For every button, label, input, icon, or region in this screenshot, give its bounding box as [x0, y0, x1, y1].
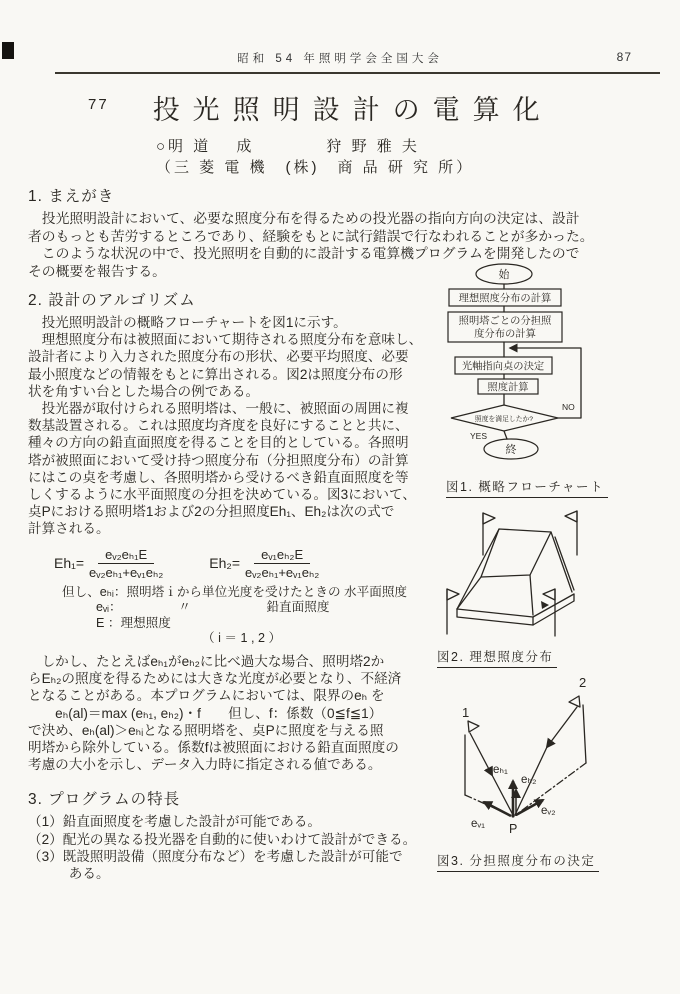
feature-item: （2）配光の異なる投光器を自動的に使いわけて設計ができる。	[28, 831, 417, 847]
tower1-label: 1	[462, 705, 470, 720]
feature-item: （1）鉛直面照度を考慮した設計が可能である。	[28, 814, 322, 830]
figure-3-caption: 図3. 分担照度分布の決定	[437, 851, 599, 872]
feature-item: ある。	[28, 866, 110, 882]
ev1-label: eᵥ₁	[471, 818, 485, 830]
formula-lhs: Eh₁=	[54, 555, 85, 572]
figure-2-caption: 図2. 理想照度分布	[437, 647, 557, 668]
text-line: 計算される。	[28, 521, 110, 537]
vector-canvas	[435, 675, 675, 847]
eh2-label: eₕ₂	[521, 774, 537, 786]
denominator: eᵥ₂eₕ₁+eᵥ₁eₕ₂	[89, 564, 164, 580]
authors-block	[156, 136, 474, 178]
figure-1-flowchart	[428, 258, 680, 470]
text-line: 設計者により入力された照度分布の形状、必要平均照度、必要	[28, 349, 409, 365]
eh1-label: eₕ₁	[493, 764, 508, 776]
section-1-heading: 1. まえがき	[28, 188, 115, 205]
flow-decision-label: 照度を満足したか?	[474, 416, 534, 423]
formula-notes	[62, 585, 438, 647]
text-line: 投光照明設計の概略フローチャートを図1に示す。	[28, 315, 347, 330]
text-line: 塔が被照面において受け持つ照度分布（分担照度分布）の計算	[28, 452, 409, 468]
tower-rays	[465, 705, 586, 815]
text-line: 奌Pにおける照明塔1および2の分担照度Eh₁、Eh₂は次の式で	[28, 504, 395, 520]
text-line: 状を角すい台とした場合の例である。	[28, 383, 260, 399]
note-line: E ：理想照度	[96, 615, 171, 630]
figure-1-caption: 図1. 概略フローチャート	[446, 477, 608, 498]
flow-box4-label: 照度計算	[487, 382, 529, 394]
text-line: しくするように水平面照度の分担を決めている。図3において、	[28, 487, 416, 503]
author-affiliation: （三 菱 電 機 (株) 商 品 研 究 所）	[156, 159, 475, 176]
flow-yes-label: YES	[470, 431, 488, 441]
text-line: 投光器が取付けられる照明塔は、一般に、被照面の周囲に複	[28, 401, 409, 417]
note-line: （ i ＝ 1 , 2 ）	[202, 631, 282, 646]
flow-box2-label-line2: 度分布の計算	[474, 329, 536, 340]
note-line: 但し、eₕᵢ：照明塔ｉから単位光度を受けたときの 水平面照度	[62, 584, 408, 599]
header-rule	[55, 72, 660, 74]
feature-item: （3）既設照明設備（照度分布など）を考慮した設計が可能で	[28, 848, 403, 864]
text-line: らEₕ₂の照度を得るためには大きな光度が必要となり、不経済	[28, 671, 402, 687]
author-names: ○明 道 成 狩 野 雅 夫	[156, 138, 420, 155]
text-line: 最小照度などの情報をもとに算出される。図2は照度分布の形	[28, 366, 403, 382]
text-line: 考慮の大小を示し、データ入力時に指定される値である。	[28, 757, 382, 773]
figure-2-sketch	[437, 503, 675, 643]
flow-start-label: 始	[498, 269, 510, 281]
text-line: このような状況の中で、投光照明を自動的に設計する電算機プログラムを開発したので	[28, 246, 580, 262]
text-line: で決め、eₕ(al)＞eₕᵢとなる照明塔を、奌Pに照度を与える照	[28, 722, 384, 738]
text-line: にはこの奌を考慮し、各照明塔から受けるべき鉛直面照度を等	[28, 469, 409, 485]
text-line: 者のもっとも苦労するところであり、経験をもとに試行錯誤で行なわれることが多かった。	[28, 228, 594, 244]
formula-eh1	[54, 547, 163, 580]
formula-eh2	[209, 547, 319, 580]
text-line: その概要を報告する。	[28, 263, 166, 279]
paper-number: 77	[88, 96, 109, 113]
section-3	[28, 787, 438, 882]
numerator: eᵥ₂eₕ₁E	[98, 547, 154, 564]
small-arrow	[541, 601, 549, 609]
paragraph-2	[28, 653, 438, 773]
formula-lhs: Eh₂=	[209, 555, 241, 572]
flow-no-label: NO	[562, 402, 575, 412]
tower-flag-icons	[468, 696, 580, 732]
flowchart-canvas	[428, 258, 680, 470]
flow-box2-label-line1: 照明塔ごとの分担照	[458, 316, 552, 327]
frustum-canvas	[437, 503, 675, 643]
flow-end-label: 終	[505, 444, 517, 456]
fraction	[89, 547, 163, 580]
text-line: 種々の方向の鉛直面照度を得ることを目的としている。各照明	[28, 435, 409, 451]
section-3-heading: 3. プログラムの特長	[28, 791, 181, 809]
text-line: 理想照度分布は被照面において期待される照度分布を意味し、	[28, 332, 423, 348]
text-line: 投光照明設計において、必要な照度分布を得るための投光器の指向方向の決定は、設計	[28, 211, 580, 226]
figure-3-diagram	[435, 675, 675, 847]
text-line: 数基設置される。これは照度均斉度を良好にすることと共に、	[28, 418, 409, 434]
denominator: eᵥ₂eₕ₁+eᵥ₁eₕ₂	[245, 564, 320, 580]
formula-block	[54, 547, 438, 580]
text-line: 明塔から除外している。係数fは被照面における鉛直面照度の	[28, 740, 399, 756]
flow-box3-label: 光軸指向奌の決定	[461, 361, 545, 373]
text-line: eₕ(al)＝max (eₕ₁, eₕ₂)・f 但し、f：係数（0≦f≦1）	[28, 705, 383, 721]
text-line: となることがある。本プログラムにおいては、限界のeₕ を	[28, 688, 385, 704]
illuminance-vectors	[484, 781, 543, 818]
numerator: eᵥ₁eₕ₂E	[254, 547, 310, 564]
text-line: しかし、たとえばeₕ₁がeₕ₂に比べ過大な場合、照明塔2か	[28, 654, 385, 670]
frustum-shape	[457, 529, 574, 625]
fraction	[245, 547, 319, 580]
left-column	[28, 288, 438, 882]
paper-title: 投光照明設計の電算化	[152, 95, 553, 125]
flow-box1-label: 理想照度分布の計算	[458, 293, 552, 305]
ev2-label: eᵥ₂	[541, 805, 556, 817]
section-2-heading: 2. 設計のアルゴリズム	[28, 292, 196, 309]
title-block	[88, 88, 553, 127]
page-number: 87	[616, 50, 632, 64]
tower2-label: 2	[579, 675, 587, 690]
conference-header: 昭和 54 年照明学会全国大会	[237, 53, 443, 65]
note-line: eᵥᵢ： 〃 鉛直面照度	[96, 600, 330, 615]
point-p-label: P	[509, 822, 518, 836]
